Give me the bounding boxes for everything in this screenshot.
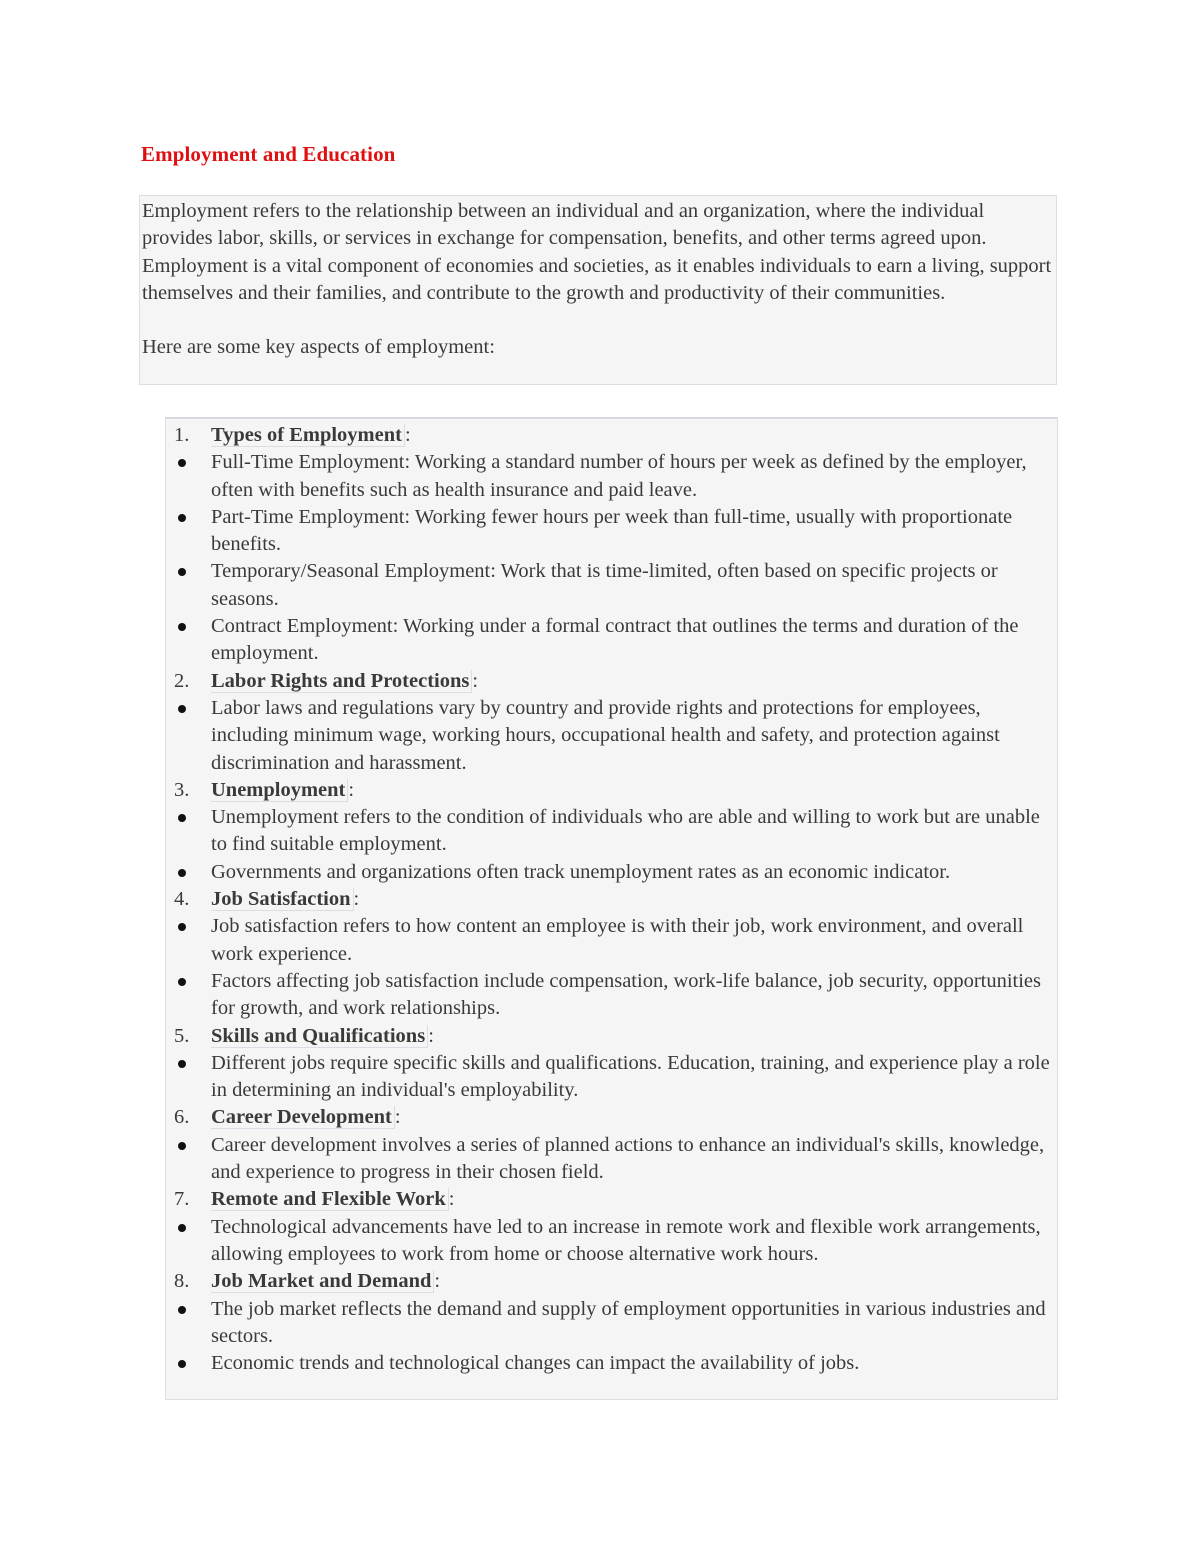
section-heading-colon: : (448, 1188, 455, 1211)
list-item-bullet (166, 613, 1057, 668)
bullet-icon (178, 1142, 186, 1150)
intro-lead-in: Here are some key aspects of employment: (142, 336, 495, 359)
section-heading-colon: : (394, 1106, 401, 1129)
list-item-section-heading (166, 886, 1057, 913)
bullet-text: Factors affecting job satisfaction include compensation, work-life balance, job security, opportunities for growth, and work relationships. (211, 969, 1042, 1020)
document-title: Employment and Education (141, 142, 396, 166)
section-heading: Types of Employment (211, 424, 405, 447)
list-item-bullet (166, 449, 1057, 504)
list-item-section-heading (166, 1268, 1057, 1295)
bullet-text: Temporary/Seasonal Employment: Work that is time-limited, often based on specific projects or seasons. (211, 560, 998, 610)
list-item-bullet (166, 558, 1057, 613)
list-item-section-heading (166, 422, 1057, 449)
intro-box (139, 195, 1057, 385)
section-heading-colon: : (434, 1270, 441, 1293)
list-item-bullet (166, 1296, 1057, 1351)
list-item-bullet (166, 1132, 1057, 1187)
bullet-text: Labor laws and regulations vary by country and provide rights and protections for employees, including minimum wage, working hours, occupational health and safety, and protection against discrimination and harassment. (211, 696, 1000, 774)
bullet-text: The job market reflects the demand and supply of employment opportunities in various industries and sectors. (211, 1297, 1046, 1347)
list-item-section-heading (166, 1023, 1057, 1050)
bullet-icon (178, 814, 186, 822)
list-item-bullet (166, 968, 1057, 1023)
bullet-icon (178, 623, 186, 631)
section-heading: Job Market and Demand (211, 1270, 434, 1293)
bullet-icon (178, 1224, 186, 1232)
section-heading-colon: : (404, 424, 411, 446)
bullet-text: Part-Time Employment: Working fewer hours per week than full-time, usually with proportionate benefits. (211, 505, 1013, 556)
bullet-icon (178, 1360, 186, 1368)
section-heading: Career Development (211, 1106, 395, 1129)
section-number: 2. (174, 669, 190, 692)
list-item-bullet (166, 695, 1057, 777)
bullet-text: Unemployment refers to the condition of individuals who are able and willing to work but are unable to find suitable employment. (211, 806, 1040, 856)
list-item-bullet (166, 1214, 1057, 1269)
section-heading-colon: : (348, 778, 355, 801)
bullet-icon (178, 1060, 186, 1068)
section-heading-colon: : (353, 888, 360, 911)
section-number: 4. (174, 888, 190, 911)
bullet-icon (178, 705, 186, 713)
key-aspects-list-box (165, 417, 1058, 1400)
bullet-icon (178, 459, 186, 467)
section-heading: Job Satisfaction (211, 888, 354, 911)
list-item-bullet (166, 1050, 1057, 1105)
list-item-bullet (166, 804, 1057, 859)
section-number: 3. (174, 778, 190, 801)
bullet-icon (178, 978, 186, 986)
section-number: 5. (174, 1024, 190, 1047)
list-item-bullet (166, 1350, 1057, 1377)
section-heading: Remote and Flexible Work (211, 1188, 449, 1211)
list-item-bullet (166, 913, 1057, 968)
section-number: 6. (174, 1106, 190, 1129)
list-item-section-heading (166, 668, 1057, 695)
bullet-text: Career development involves a series of planned actions to enhance an individual's skills, knowledge, and experience to progress in their chosen field. (211, 1133, 1045, 1184)
section-heading-colon: : (472, 669, 479, 692)
bullet-icon (178, 568, 186, 576)
list-item-bullet (166, 504, 1057, 559)
bullet-text: Technological advancements have led to an increase in remote work and flexible work arrangements, allowing employees to work from home or choose alternative work hours. (211, 1215, 1041, 1265)
section-heading: Unemployment (211, 779, 348, 802)
bullet-text: Governments and organizations often track unemployment rates as an economic indicator. (211, 860, 951, 883)
bullet-text: Full-Time Employment: Working a standard number of hours per week as defined by the employer, often with benefits such as health insurance and paid leave. (211, 451, 1027, 501)
section-heading: Labor Rights and Protections (211, 670, 472, 693)
bullet-icon (178, 869, 186, 877)
list-item-bullet (166, 859, 1057, 886)
bullet-icon (178, 514, 186, 522)
section-number: 1. (174, 424, 190, 446)
intro-paragraph: Employment refers to the relationship between an individual and an organization, where the individual provides labor, skills, or services in exchange for compensation, benefits, and other terms agreed upon. Employment is a vital component of economies and societies, as it enables individuals to earn a living, support themselves and their families, and contribute to the growth and productivity of their communities. (142, 200, 1052, 304)
key-aspects-list (166, 419, 1057, 1377)
bullet-text: Economic trends and technological changes can impact the availability of jobs. (211, 1352, 860, 1375)
bullet-text: Different jobs require specific skills and qualifications. Education, training, and experience play a role in determining an individual's employability. (211, 1051, 1050, 1102)
bullet-text: Contract Employment: Working under a formal contract that outlines the terms and duration of the employment. (211, 615, 1019, 665)
bullet-text: Job satisfaction refers to how content an employee is with their job, work environment, and overall work experience. (211, 915, 1024, 965)
section-number: 7. (174, 1188, 190, 1211)
list-item-section-heading (166, 777, 1057, 804)
list-item-section-heading (166, 1104, 1057, 1131)
bullet-icon (178, 1306, 186, 1314)
list-item-section-heading (166, 1186, 1057, 1213)
bullet-icon (178, 923, 186, 931)
section-number: 8. (174, 1270, 190, 1293)
section-heading-colon: : (428, 1024, 434, 1047)
section-heading: Skills and Qualifications (211, 1025, 428, 1048)
